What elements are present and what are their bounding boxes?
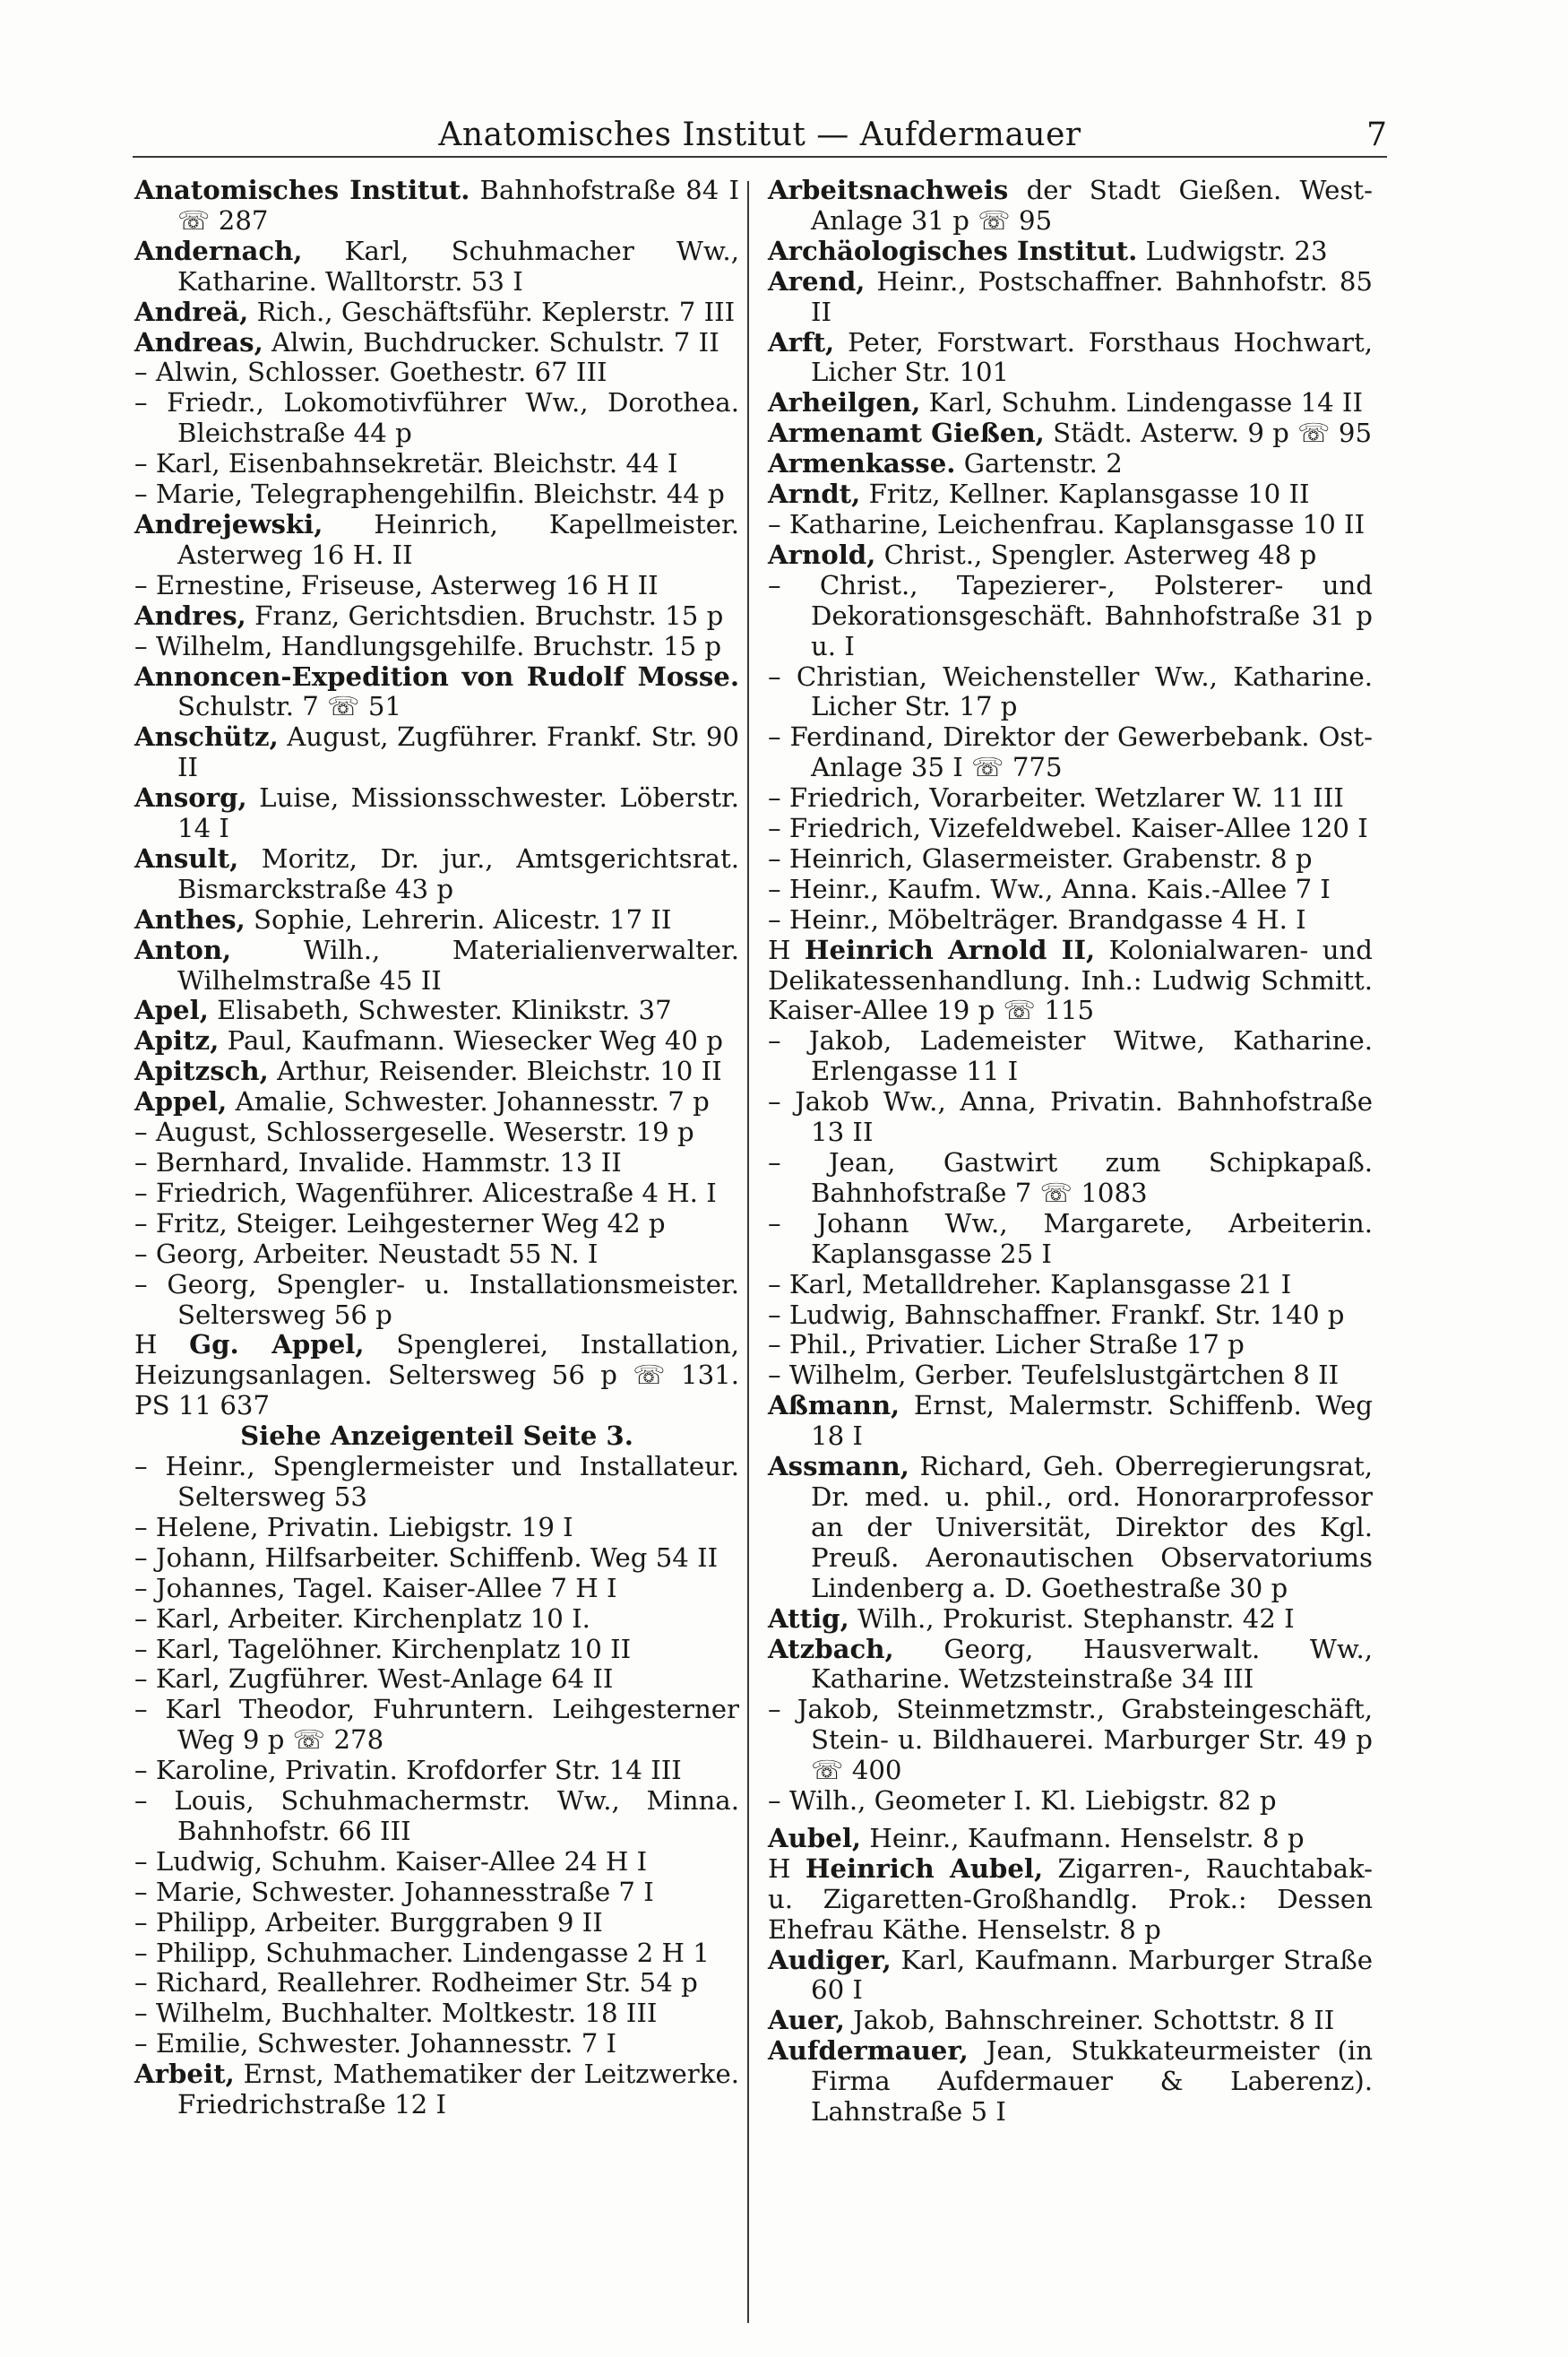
directory-entry: – Louis, Schuhmachermstr. Ww., Minna. Bahnhofstr. 66 III: [134, 1785, 748, 1846]
directory-entry: Appel, Amalie, Schwester. Johannesstr. 7 p: [134, 1086, 710, 1118]
directory-entry: – Georg, Spengler- u. Installationsmeister. Seltersweg 56 p: [134, 1268, 748, 1330]
entry-name: Arend,: [768, 265, 866, 297]
directory-entry: Apel, Elisabeth, Schwester. Klinikstr. 37: [134, 995, 672, 1026]
directory-entry: – Friedrich, Vorarbeiter. Wetzlarer W. 11 III: [768, 782, 1344, 814]
directory-entry: Aßmann, Ernst, Malermstr. Schiffenb. Weg 18 I: [768, 1390, 1382, 1452]
directory-entry: – Karl, Zugführer. West-Anlage 64 II: [134, 1663, 614, 1695]
directory-entry: – Christ., Tapezierer-, Polsterer- und Dekorationsgeschäft. Bahnhofstraße 31 p u. I: [768, 569, 1382, 661]
directory-entry: – Karl, Tagelöhner. Kirchenplatz 10 II: [134, 1633, 632, 1664]
entry-name: Arnold,: [768, 539, 876, 570]
directory-entry: – Jean, Gastwirt zum Schipkapaß. Bahnhofstraße 7 ☏ 1083: [768, 1147, 1382, 1208]
entry-name: Arndt,: [768, 479, 861, 510]
entry-name: Aßmann,: [768, 1390, 900, 1421]
directory-entry: – Karoline, Privatin. Krofdorfer Str. 14 III: [134, 1755, 682, 1786]
entry-name: Auer,: [768, 2005, 845, 2036]
directory-entry: – Philipp, Arbeiter. Burggraben 9 II: [134, 1906, 603, 1938]
directory-entry: Apitzsch, Arthur, Reisender. Bleichstr. 10 II: [134, 1056, 722, 1087]
directory-entry: – Heinr., Spenglermeister und Installateur. Seltersweg 53: [134, 1451, 748, 1512]
entry-name: Arbeitsnachweis: [768, 175, 1009, 205]
entry-name: Annoncen-Expedition von Rudolf Mosse.: [134, 660, 739, 692]
directory-entry: – Karl Theodor, Fuhruntern. Leihgesterner Weg 9 p ☏ 278: [134, 1694, 748, 1756]
directory-entry: Apitz, Paul, Kaufmann. Wiesecker Weg 40 p: [134, 1025, 723, 1057]
entry-name: Andreas,: [134, 326, 263, 358]
directory-entry: – Wilhelm, Buchhalter. Moltkestr. 18 III: [134, 1998, 658, 2029]
entry-name: Anatomisches Institut.: [134, 175, 470, 205]
directory-entry: – Heinr., Kaufm. Ww., Anna. Kais.-Allee 7 I: [768, 873, 1331, 904]
entry-name: Archäologisches Institut.: [768, 235, 1138, 266]
directory-entry: – Helene, Privatin. Liebigstr. 19 I: [134, 1511, 573, 1542]
directory-entry: Andrejewski, Heinrich, Kapellmeister. Asterweg 16 H. II: [134, 508, 748, 570]
entry-name: Attig,: [768, 1602, 849, 1634]
left-column: [134, 175, 748, 2120]
entry-name: Anton,: [134, 934, 232, 965]
entry-name: Assmann,: [768, 1451, 909, 1482]
directory-entry: H Heinrich Aubel, Zigarren-, Rauchtabak- u. Zigaretten-Großhandlg. Prok.: Dessen Ehefrau Käthe. Henselstr. 8 p: [768, 1852, 1382, 1945]
entry-name: Andreä,: [134, 296, 249, 327]
directory-entry: – Wilhelm, Handlungsgehilfe. Bruchstr. 15 p: [134, 630, 722, 661]
directory-entry: – Friedrich, Wagenführer. Alicestraße 4 H. I: [134, 1177, 717, 1208]
directory-entry: Arbeitsnachweis der Stadt Gießen. West-Anlage 31 p ☏ 95: [768, 175, 1373, 236]
directory-entry: Annoncen-Expedition von Rudolf Mosse. Schulstr. 7 ☏ 51: [134, 660, 748, 722]
directory-entry: – Karl, Metalldreher. Kaplansgasse 21 I: [768, 1268, 1292, 1299]
directory-entry: Anthes, Sophie, Lehrerin. Alicestr. 17 II: [134, 903, 672, 935]
directory-entry: Aufdermauer, Jean, Stukkateurmeister (in Firma Aufdermauer & Laberenz). Lahnstraße 5 I: [768, 2035, 1382, 2128]
directory-entry: Andernach, Karl, Schuhmacher Ww., Katharine. Walltorstr. 53 I: [134, 235, 748, 297]
entry-name: Arheilgen,: [768, 387, 921, 419]
directory-entry: H Gg. Appel, Spenglerei, Installation, Heizungsanlagen. Seltersweg 56 p ☏ 131. PS 11 637: [134, 1329, 748, 1421]
directory-entry: – August, Schlossergeselle. Weserstr. 19 p: [134, 1117, 694, 1148]
directory-entry: Andreä, Rich., Geschäftsführ. Keplerstr. 7 III: [134, 296, 736, 327]
directory-entry: Arend, Heinr., Postschaffner. Bahnhofstr. 85 II: [768, 265, 1382, 327]
directory-entry: – Christian, Weichensteller Ww., Katharine. Licher Str. 17 p: [768, 660, 1382, 722]
directory-entry: Auer, Jakob, Bahnschreiner. Schottstr. 8 II: [768, 2005, 1335, 2036]
directory-entry: Audiger, Karl, Kaufmann. Marburger Straße 60 I: [768, 1944, 1382, 2006]
directory-entry: Atzbach, Georg, Hausverwalt. Ww., Katharine. Wetzsteinstraße 34 III: [768, 1633, 1382, 1695]
directory-entry: – Heinr., Möbelträger. Brandgasse 4 H. I: [768, 903, 1306, 935]
entry-name: Appel,: [134, 1086, 228, 1118]
directory-entry: Arft, Peter, Forstwart. Forsthaus Hochwart, Licher Str. 101: [768, 326, 1382, 388]
directory-entry: Arndt, Fritz, Kellner. Kaplansgasse 10 II: [768, 479, 1310, 510]
directory-entry: – Ludwig, Schuhm. Kaiser-Allee 24 H I: [134, 1845, 648, 1877]
directory-entry: – Ludwig, Bahnschaffner. Frankf. Str. 140 p: [768, 1299, 1345, 1330]
directory-entry: Ansult, Moritz, Dr. jur., Amtsgerichtsrat. Bismarckstraße 43 p: [134, 842, 748, 904]
directory-entry: Aubel, Heinr., Kaufmann. Henselstr. 8 p: [768, 1822, 1305, 1853]
directory-entry: – Marie, Telegraphengehilfin. Bleichstr. 44 p: [134, 479, 725, 510]
entry-name: Ansult,: [134, 842, 239, 874]
directory-entry: Andreas, Alwin, Buchdrucker. Schulstr. 7 II: [134, 326, 719, 358]
entry-name: Heinrich Arnold II,: [804, 934, 1096, 965]
header-title: Anatomisches Institut — Aufdermauer: [438, 117, 1081, 153]
directory-entry: – Emilie, Schwester. Johannesstr. 7 I: [134, 2028, 617, 2059]
right-column: [768, 175, 1382, 2128]
entry-name: Arbeit,: [134, 2059, 235, 2090]
directory-entry: Anschütz, August, Zugführer. Frankf. Str. 90 II: [134, 721, 748, 783]
directory-entry: H Heinrich Arnold II, Kolonialwaren- und Delikatessenhandlung. Inh.: Ludwig Schmitt. Kaiser-Allee 19 p ☏ 115: [768, 934, 1382, 1026]
directory-entry: – Friedrich, Vizefeldwebel. Kaiser-Allee 120 I: [768, 813, 1368, 844]
entry-name: Apel,: [134, 995, 209, 1026]
directory-entry: – Marie, Schwester. Johannesstraße 7 I: [134, 1876, 654, 1907]
running-header: [133, 113, 1387, 158]
entry-name: Armenkasse.: [768, 448, 956, 479]
directory-entry: Ansorg, Luise, Missionsschwester. Löberstr. 14 I: [134, 782, 748, 844]
entry-name: Anschütz,: [134, 721, 279, 753]
directory-entry: – Jakob, Lademeister Witwe, Katharine. Erlengasse 11 I: [768, 1025, 1382, 1087]
directory-entry: Armenkasse. Gartenstr. 2: [768, 448, 1123, 479]
directory-entry: Siehe Anzeigenteil Seite 3.: [240, 1420, 633, 1452]
directory-entry: – Karl, Arbeiter. Kirchenplatz 10 I.: [134, 1602, 590, 1634]
directory-entry: Assmann, Richard, Geh. Oberregierungsrat, Dr. med. u. phil., ord. Honorarprofessor an der Universität, Direktor des Kgl. Preuß. Aeronautischen Observatoriums Lindenberg a. D. Goethestraße 30 p: [768, 1451, 1382, 1603]
directory-entry: – Phil., Privatier. Licher Straße 17 p: [768, 1329, 1245, 1360]
directory-entry: – Georg, Arbeiter. Neustadt 55 N. I: [134, 1238, 599, 1269]
directory-entry: – Katharine, Leichenfrau. Kaplansgasse 10 II: [768, 508, 1366, 540]
entry-name: Armenamt Gießen,: [768, 418, 1045, 449]
entry-name: Atzbach,: [768, 1633, 894, 1664]
directory-entry: – Philipp, Schuhmacher. Lindengasse 2 H 1: [134, 1937, 710, 1968]
directory-entry: – Bernhard, Invalide. Hammstr. 13 II: [134, 1147, 622, 1178]
directory-entry: – Ernestine, Friseuse, Asterweg 16 H II: [134, 569, 659, 600]
entry-name: Apitz,: [134, 1025, 220, 1057]
entry-name: Heinrich Aubel,: [805, 1852, 1044, 1884]
directory-entry: – Heinrich, Glasermeister. Grabenstr. 8 p: [768, 842, 1313, 874]
directory-entry: – Johannes, Tagel. Kaiser-Allee 7 H I: [134, 1572, 617, 1603]
directory-entry: – Wilh., Geometer I. Kl. Liebigstr. 82 p: [768, 1785, 1277, 1817]
directory-entry: Archäologisches Institut. Ludwigstr. 23: [768, 235, 1328, 266]
directory-entry: Attig, Wilh., Prokurist. Stephanstr. 42 I: [768, 1602, 1295, 1634]
directory-entry: – Jakob Ww., Anna, Privatin. Bahnhofstraße 13 II: [768, 1086, 1382, 1148]
directory-entry: – Alwin, Schlosser. Goethestr. 67 III: [134, 357, 607, 388]
entry-name: Gg. Appel,: [189, 1329, 365, 1360]
directory-entry: – Karl, Eisenbahnsekretär. Bleichstr. 44 I: [134, 448, 678, 479]
entry-name: Audiger,: [768, 1944, 892, 1975]
entry-name: Aufdermauer,: [768, 2035, 969, 2067]
entry-name: Andres,: [134, 600, 246, 631]
header-rule: [133, 156, 1387, 158]
directory-entry: – Richard, Reallehrer. Rodheimer Str. 54 p: [134, 1967, 698, 1999]
entry-name: Arft,: [768, 326, 835, 358]
directory-entry: Arheilgen, Karl, Schuhm. Lindengasse 14 II: [768, 387, 1363, 419]
entry-name: Ansorg,: [134, 782, 247, 814]
page-number: 7: [1366, 117, 1387, 153]
directory-entry: – Jakob, Steinmetzmstr., Grabsteingeschäft, Stein- u. Bildhauerei. Marburger Str. 49 p ☏ 400: [768, 1694, 1382, 1786]
directory-entry: – Friedr., Lokomotivführer Ww., Dorothea. Bleichstraße 44 p: [134, 387, 748, 449]
directory-entry: – Fritz, Steiger. Leihgesterner Weg 42 p: [134, 1207, 666, 1239]
directory-entry: Andres, Franz, Gerichtsdien. Bruchstr. 15 p: [134, 600, 724, 631]
entry-name: Apitzsch,: [134, 1056, 269, 1087]
directory-entry: Anton, Wilh., Materialienverwalter. Wilhelmstraße 45 II: [134, 934, 748, 996]
directory-entry: – Johann Ww., Margarete, Arbeiterin. Kaplansgasse 25 I: [768, 1207, 1382, 1269]
entry-name: Aubel,: [768, 1822, 862, 1853]
directory-entry: Arbeit, Ernst, Mathematiker der Leitzwerke. Friedrichstraße 12 I: [134, 2059, 748, 2120]
directory-entry: – Johann, Hilfsarbeiter. Schiffenb. Weg 54 II: [134, 1541, 719, 1573]
directory-entry: – Wilhelm, Gerber. Teufelslustgärtchen 8 II: [768, 1360, 1340, 1391]
directory-entry: Armenamt Gießen, Städt. Asterw. 9 p ☏ 95: [768, 418, 1373, 449]
entry-name: Andernach,: [134, 235, 303, 266]
directory-entry: – Ferdinand, Direktor der Gewerbebank. Ost-Anlage 35 I ☏ 775: [768, 721, 1373, 783]
entry-name: Andrejewski,: [134, 508, 323, 540]
entry-name: Anthes,: [134, 903, 246, 935]
column-divider: [747, 181, 749, 2323]
directory-entry: Anatomisches Institut. Bahnhofstraße 84 I ☏ 287: [134, 175, 748, 236]
directory-entry: Arnold, Christ., Spengler. Asterweg 48 p: [768, 539, 1317, 570]
